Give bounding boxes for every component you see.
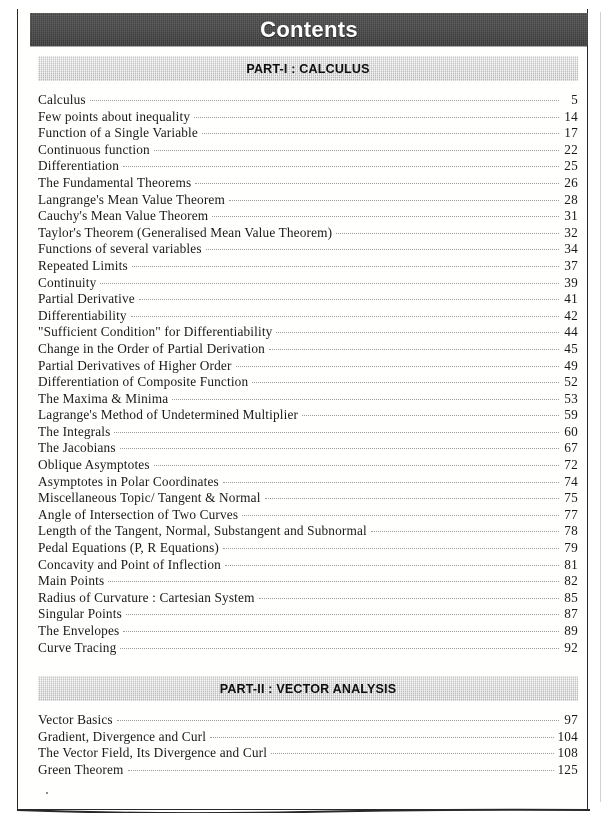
toc-entry-page-number: 77 <box>564 506 578 522</box>
toc-entry-page-number: 26 <box>564 174 578 190</box>
toc-entry-label: "Sufficient Condition" for Differentiability <box>38 324 273 340</box>
toc-entry-page-number: 39 <box>564 274 578 290</box>
toc-entry[interactable] <box>38 175 578 192</box>
toc-entry-page-number: 5 <box>571 92 578 107</box>
toc-list-part-1 <box>38 92 578 656</box>
toc-entry-label: Miscellaneous Topic/ Tangent & Normal <box>38 490 261 506</box>
page-title: Contents <box>260 16 358 42</box>
toc-entry-page-number: 52 <box>564 374 578 390</box>
toc-entry-label: Green Theorem <box>38 761 124 777</box>
toc-leader-dots <box>212 215 559 217</box>
toc-leader-dots <box>202 132 559 134</box>
toc-entry-label: Taylor's Theorem (Generalised Mean Value Theorem) <box>38 224 333 240</box>
toc-entry-page-number: 67 <box>564 440 578 456</box>
toc-entry[interactable] <box>38 606 578 623</box>
toc-entry-label: Cauchy's Mean Value Theorem <box>38 208 209 224</box>
toc-entry-label: Langrange's Mean Value Theorem <box>38 191 225 207</box>
toc-leader-dots <box>126 613 559 615</box>
toc-leader-dots <box>154 464 559 466</box>
toc-entry[interactable] <box>38 225 578 242</box>
toc-entry[interactable] <box>38 208 578 225</box>
toc-entry[interactable] <box>38 490 578 507</box>
toc-leader-dots <box>120 447 559 449</box>
toc-entry-page-number: 60 <box>564 423 578 439</box>
toc-leader-dots <box>123 165 559 167</box>
part-title-2: PART-II : VECTOR ANALYSIS <box>219 681 397 696</box>
toc-entry-label: Length of the Tangent, Normal, Substangent and Subnormal <box>38 523 367 539</box>
toc-entry-label: Partial Derivative <box>38 291 135 307</box>
toc-entry-page-number: 82 <box>564 573 578 589</box>
toc-entry[interactable] <box>38 291 578 308</box>
toc-entry-label: Pedal Equations (P, R Equations) <box>38 540 219 556</box>
toc-entry-page-number: 85 <box>564 589 578 605</box>
toc-entry[interactable] <box>38 358 578 375</box>
toc-entry[interactable] <box>38 109 578 126</box>
toc-entry-label: The Envelopes <box>38 623 120 638</box>
toc-entry-page-number: 37 <box>564 257 578 273</box>
toc-entry-page-number: 31 <box>564 208 578 224</box>
toc-entry-label: Differentiation <box>38 158 120 174</box>
toc-entry[interactable] <box>38 308 578 325</box>
toc-entry[interactable] <box>38 712 578 729</box>
toc-leader-dots <box>194 116 559 118</box>
toc-entry-label: Oblique Asymptotes <box>38 457 150 473</box>
toc-leader-dots <box>117 719 559 721</box>
toc-entry-label: The Maxima & Minima <box>38 390 169 406</box>
part-header-2 <box>38 676 578 701</box>
toc-entry-label: Few points about inequality <box>38 108 191 124</box>
toc-entry[interactable] <box>38 407 578 424</box>
toc-entry-label: Vector Basics <box>38 712 113 728</box>
toc-entry-page-number: 72 <box>564 457 578 473</box>
page-bottom-edge <box>17 804 590 813</box>
toc-leader-dots <box>114 431 559 433</box>
toc-entry[interactable] <box>38 507 578 524</box>
toc-entry-page-number: 75 <box>564 490 578 506</box>
toc-entry-page-number: 108 <box>557 745 578 761</box>
toc-entry-page-number: 104 <box>557 728 578 744</box>
toc-entry[interactable] <box>38 192 578 209</box>
toc-leader-dots <box>265 497 559 499</box>
toc-entry[interactable] <box>38 341 578 358</box>
toc-entry-label: Change in the Order of Partial Derivation <box>38 340 265 356</box>
toc-entry[interactable] <box>38 424 578 441</box>
toc-entry-label: Differentiability <box>38 307 127 323</box>
toc-entry-label: The Vector Field, Its Divergence and Curl <box>38 745 268 761</box>
toc-entry[interactable] <box>38 125 578 142</box>
toc-entry-page-number: 125 <box>557 761 578 777</box>
table-of-contents <box>38 56 578 779</box>
toc-entry[interactable] <box>38 142 578 159</box>
toc-entry[interactable] <box>38 729 578 746</box>
toc-entry[interactable] <box>38 745 578 762</box>
toc-leader-dots <box>139 298 559 300</box>
toc-entry[interactable] <box>38 540 578 557</box>
toc-entry[interactable] <box>38 640 578 657</box>
contents-banner <box>30 13 588 46</box>
toc-entry[interactable] <box>38 92 578 109</box>
toc-entry-label: Continuous function <box>38 141 150 157</box>
toc-entry-label: Function of a Single Variable <box>38 125 198 141</box>
toc-leader-dots <box>128 769 555 771</box>
toc-entry-label: Lagrange's Method of Undetermined Multiplier <box>38 407 299 423</box>
toc-leader-dots <box>154 149 559 151</box>
toc-entry-label: Repeated Limits <box>38 257 128 273</box>
toc-entry-page-number: 28 <box>564 191 578 207</box>
toc-entry-page-number: 45 <box>564 340 578 356</box>
toc-entry-label: Gradient, Divergence and Curl <box>38 728 207 744</box>
toc-leader-dots <box>229 199 559 201</box>
toc-entry[interactable] <box>38 573 578 590</box>
toc-entry-label: Angle of Intersection of Two Curves <box>38 506 239 522</box>
toc-leader-dots <box>210 736 554 738</box>
toc-leader-dots <box>271 752 554 754</box>
toc-leader-dots <box>269 348 559 350</box>
toc-leader-dots <box>123 630 559 632</box>
toc-entry-page-number: 32 <box>564 224 578 240</box>
toc-entry-label: Calculus <box>38 92 86 107</box>
toc-leader-dots <box>223 547 559 549</box>
toc-entry-page-number: 97 <box>564 712 578 728</box>
toc-leader-dots <box>172 398 559 400</box>
toc-entry-page-number: 44 <box>564 324 578 340</box>
part-title-1: PART-I : CALCULUS <box>246 61 370 76</box>
toc-leader-dots <box>131 315 559 317</box>
toc-entry[interactable] <box>38 258 578 275</box>
toc-entry-page-number: 41 <box>564 291 578 307</box>
toc-leader-dots <box>276 331 559 333</box>
toc-entry-page-number: 92 <box>564 639 578 655</box>
toc-entry[interactable] <box>38 623 578 640</box>
toc-leader-dots <box>242 514 559 516</box>
toc-leader-dots <box>371 530 559 532</box>
toc-entry[interactable] <box>38 440 578 457</box>
toc-entry-page-number: 14 <box>564 108 578 124</box>
toc-entry-page-number: 49 <box>564 357 578 373</box>
toc-entry-page-number: 53 <box>564 390 578 406</box>
section-spacer <box>38 656 578 676</box>
toc-leader-dots <box>336 232 559 234</box>
part-header-1 <box>38 56 578 81</box>
toc-leader-dots <box>132 265 559 267</box>
toc-entry[interactable] <box>38 374 578 391</box>
toc-entry-label: Differentiation of Composite Function <box>38 374 249 390</box>
toc-entry[interactable] <box>38 474 578 491</box>
toc-leader-dots <box>259 597 559 599</box>
toc-entry-page-number: 81 <box>564 556 578 572</box>
toc-entry[interactable] <box>38 241 578 258</box>
toc-entry-page-number: 17 <box>564 125 578 141</box>
toc-entry[interactable] <box>38 275 578 292</box>
toc-entry-label: Asymptotes in Polar Coordinates <box>38 473 219 489</box>
toc-entry[interactable] <box>38 391 578 408</box>
toc-entry-page-number: 74 <box>564 473 578 489</box>
toc-entry[interactable] <box>38 590 578 607</box>
toc-entry-label: The Integrals <box>38 423 111 439</box>
toc-entry-page-number: 89 <box>564 623 578 638</box>
toc-entry[interactable] <box>38 762 578 779</box>
toc-entry-page-number: 59 <box>564 407 578 423</box>
toc-leader-dots <box>206 248 559 250</box>
toc-entry-page-number: 42 <box>564 307 578 323</box>
toc-entry-page-number: 78 <box>564 523 578 539</box>
toc-entry-page-number: 25 <box>564 158 578 174</box>
toc-entry-label: Functions of several variables <box>38 241 202 257</box>
toc-entry-page-number: 34 <box>564 241 578 257</box>
toc-leader-dots <box>225 564 559 566</box>
page-bottom-wave-icon <box>17 808 590 813</box>
toc-entry-label: The Jacobians <box>38 440 116 456</box>
toc-entry-label: Singular Points <box>38 606 122 622</box>
toc-entry-label: Concavity and Point of Inflection <box>38 556 221 572</box>
toc-entry-label: Partial Derivatives of Higher Order <box>38 357 232 373</box>
toc-leader-dots <box>108 580 559 582</box>
toc-entry[interactable] <box>38 557 578 574</box>
toc-leader-dots <box>302 414 559 416</box>
toc-leader-dots <box>195 182 559 184</box>
toc-entry-label: Main Points <box>38 573 105 589</box>
toc-leader-dots <box>236 365 559 367</box>
toc-entry[interactable] <box>38 457 578 474</box>
toc-list-part-2 <box>38 712 578 778</box>
toc-entry-label: Radius of Curvature : Cartesian System <box>38 589 255 605</box>
scan-artifact-speck <box>46 792 48 794</box>
toc-entry-label: Curve Tracing <box>38 639 117 655</box>
toc-leader-dots <box>90 99 559 101</box>
toc-entry-label: The Fundamental Theorems <box>38 174 192 190</box>
toc-entry[interactable] <box>38 523 578 540</box>
scan-edge-line <box>600 12 601 802</box>
toc-entry-page-number: 22 <box>564 141 578 157</box>
toc-entry-page-number: 87 <box>564 606 578 622</box>
toc-leader-dots <box>120 647 559 649</box>
toc-entry-label: Continuity <box>38 274 97 290</box>
toc-leader-dots <box>252 381 559 383</box>
toc-entry-page-number: 79 <box>564 540 578 556</box>
toc-entry[interactable] <box>38 324 578 341</box>
toc-entry[interactable] <box>38 158 578 175</box>
toc-leader-dots <box>100 282 559 284</box>
toc-leader-dots <box>223 481 559 483</box>
